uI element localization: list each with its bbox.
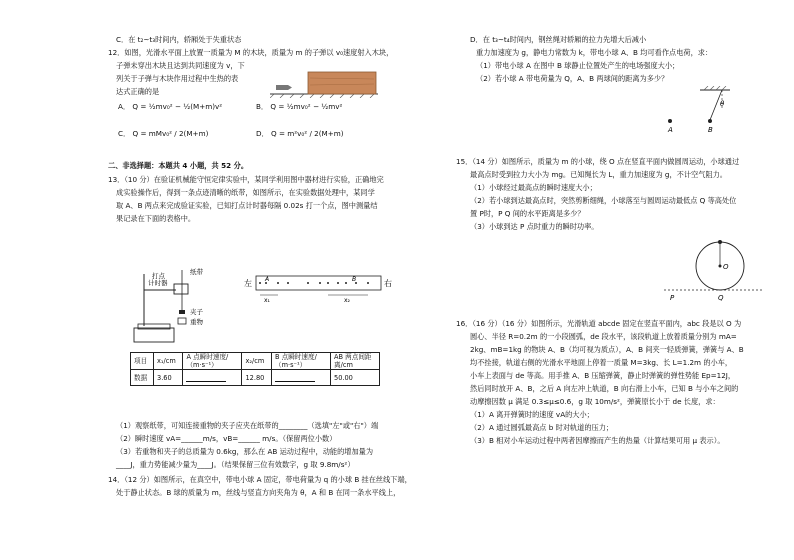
q16-part3: （3）B 相对小车运动过程中两者因摩擦而产生的热量（计算结果可用 μ 表示）。	[470, 436, 725, 445]
q15-part3: （3）小球到达 P 点时重力的瞬时功率。	[470, 222, 599, 231]
x2-label: x₂	[344, 297, 350, 304]
table-header-cell: AB 两点间距离/cm	[331, 353, 380, 370]
q13-part3-line1: （3）若重物和夹子的总质量为 0.6kg，那么在 AB 运动过程中，动能的增加量为	[116, 447, 374, 456]
q12-bullet-block-figure	[270, 68, 380, 98]
answer-blank	[275, 373, 315, 382]
ball	[718, 240, 722, 244]
bullet-shape	[276, 85, 292, 90]
q12-option-a	[118, 101, 222, 112]
q16-stem-line1: 16．（16 分）（16 分）如图所示，光滑轨道 abcde 固定在竖直平面内，abc 段是以 O 为	[456, 319, 742, 328]
tape-label: 纸带	[190, 268, 203, 276]
label-p: P	[670, 294, 675, 302]
table-header-cell: x₁/cm	[154, 353, 183, 370]
q12-stem-line1: 12．如图，光滑水平面上放置一质量为 M 的木块，质量为 m 的子弹以 v₀速度射入木块，	[108, 48, 394, 57]
q12-option-a-label: A．	[118, 102, 131, 111]
q13-stem-line4: 果记录在下面的表格中。	[116, 214, 196, 223]
q12-option-d-formula: Q = m²v₀² / 2(M+m)	[271, 129, 344, 138]
timer-label-1: 打点	[152, 272, 165, 280]
q15-circle-figure	[664, 234, 764, 304]
point-b-label: B	[352, 276, 357, 283]
stand-base	[134, 328, 174, 342]
q15-part2-line2: 置 P时，P Q 间的水平距离是多少？	[470, 209, 585, 218]
table-header-cell: B 点瞬时速度/（m·s⁻¹）	[272, 353, 331, 370]
q13-stem-line3: 取 A、B 两点来完成验证实验，已知打点计时器每隔 0.02s 打一个点，图中测量结	[116, 201, 378, 210]
q16-stem-line5: 小车上表面与 de 等高。用手推 A、B 压缩弹簧，静止时弹簧的弹性势能 Ep=12J，	[470, 371, 736, 380]
ceiling-hatch	[704, 86, 726, 90]
q12-option-d	[256, 128, 344, 139]
paper-tape	[256, 276, 381, 290]
q14-pendulum-figure	[660, 86, 732, 134]
table-header-cell: 项目	[131, 353, 154, 370]
q12-option-a-formula: Q = ½mv₀² − ½(M+m)v²	[132, 102, 223, 111]
label-o: O	[723, 263, 729, 271]
tape-left-label: 左	[244, 279, 252, 288]
table-header-cell: A 点瞬时速度/（m·s⁻¹）	[183, 353, 242, 370]
label-b: B	[708, 126, 713, 134]
timer-label-2: 计时器	[148, 279, 168, 287]
section-title: 二、非选择题：本题共 4 小题，共 52 分。	[108, 161, 249, 170]
q11-option-d: D．在 t₃~t₄时间内，钢丝绳对轿厢的拉力先增大后减小	[470, 35, 647, 44]
label-a: A	[668, 126, 673, 134]
point-a-label: A	[265, 276, 270, 283]
table-cell-blank	[183, 370, 242, 386]
q15-part1: （1）小球经过最高点的瞬时速度大小；	[470, 183, 597, 192]
table-header-row	[131, 353, 380, 370]
q12-option-b	[256, 101, 342, 112]
table-cell: 50.00	[331, 370, 380, 386]
table-cell: 3.60	[154, 370, 183, 386]
q13-stem-line2: 成实验操作后，得到一条点迹清晰的纸带，如图所示，在实验数据处理中，某同学	[116, 188, 375, 197]
table-cell-blank	[272, 370, 331, 386]
q16-stem-line6: 然后同时放开 A、B，之后 A 向左冲上轨道，B 向右滑上小车，已知 B 与小车之间的	[470, 384, 739, 393]
q12-stem-line2: 子弹未穿出木块且达到共同速度为 v，下	[116, 61, 245, 70]
x1-label: x₁	[264, 297, 270, 304]
table-cell: 12.80	[242, 370, 272, 386]
q12-option-c-formula: Q = mMv₀² / 2(M+m)	[132, 129, 209, 138]
q16-stem-line2: 圆心、半径 R=0.2m 的一小段圆弧，de 段水平，该段轨道上放着质量分别为 mA=	[470, 332, 737, 341]
q12-option-d-label: D．	[256, 129, 269, 138]
q12-option-b-label: B．	[256, 102, 269, 111]
q16-stem-line7: 动摩擦因数 μ 满足 0.3≤μ≤0.6，g 取 10m/s²，弹簧原长小于 de 长度，求：	[470, 397, 720, 406]
timer-box	[174, 284, 188, 294]
q14-part1: （1）带电小球 A 在图中 B 球静止位置处产生的电场强度大小；	[476, 61, 680, 70]
q13-stem-line1: 13．（10 分）在验证机械能守恒定律实验中，某同学利用图中器材进行实验，正确地完	[108, 175, 384, 184]
q13-part3-line2: ____J，重力势能减少量为____J。（结果保留三位有效数字，g 取 9.8m/s²）	[116, 460, 355, 469]
q12-stem-line3: 列关于子弹与木块作用过程中生热的表	[116, 74, 239, 83]
q12-option-b-formula: Q = ½mv₀² − ½mv²	[270, 102, 343, 111]
q12-option-c	[118, 128, 208, 139]
q12-option-c-label: C．	[118, 129, 131, 138]
q11-option-c: C．在 t₂~t₃时间内，轿厢处于失重状态	[116, 35, 242, 44]
q15-stem-line1: 15．（14 分）如图所示，质量为 m 的小球，绕 O 点在竖直平面内做圆周运动，小球通过	[456, 157, 740, 166]
theta-label: θ	[720, 100, 725, 108]
q15-part2-line1: （2）若小球到达最高点时，突然剪断细绳，小球落至与圆周运动最低点 Q 等高处位	[470, 196, 737, 205]
clip-label: 夹子	[190, 308, 203, 316]
label-q: Q	[718, 294, 724, 302]
table-header-cell: x₂/cm	[242, 353, 272, 370]
q16-stem-line3: 2kg、mB=1kg 的物块 A、B（均可视为质点），A、B 间夹一轻质弹簧，弹簧与 A、B	[470, 345, 744, 354]
q13-part1: （1）观察纸带，可知连接重物的夹子应夹在纸带的________（选填"左"或"右"）端	[116, 421, 379, 430]
q13-apparatus-figure	[128, 266, 220, 344]
wood-block	[308, 72, 376, 94]
ball-b	[708, 119, 712, 123]
q13-tape-figure	[244, 270, 394, 304]
table-cell: 数据	[131, 370, 154, 386]
q15-stem-line2: 最高点时受到拉力大小为 mg。已知绳长为 L，重力加速度为 g，不计空气阻力。	[470, 170, 727, 179]
q13-data-table	[130, 352, 380, 386]
weight-shape	[178, 318, 186, 324]
q16-stem-line4: 均不拴接，轨道右侧的光滑水平地面上停着一质量 M=3kg、长 L=1.2m 的小车，	[470, 358, 733, 367]
q14-stem-line3: 重力加速度为 g，静电力常数为 k，带电小球 A、B 均可看作点电荷，求：	[476, 48, 713, 57]
table-row	[131, 370, 380, 386]
q12-stem-line4: 达式正确的是	[116, 87, 160, 96]
q16-part2: （2）A 通过圆弧最高点 b 时对轨道的压力；	[470, 423, 614, 432]
q16-part1: （1）A 离开弹簧时的速度 vA的大小；	[470, 410, 594, 419]
weight-label: 重物	[190, 318, 203, 326]
q13-part2: （2）瞬时速度 vA=______m/s，vB=______ m/s。（保留两位小数）	[116, 434, 337, 443]
clip-shape	[179, 310, 185, 314]
ground-hatch	[270, 94, 374, 98]
q14-stem-line1: 14．（12 分）如图所示，在真空中，带电小球 A 固定，带电荷量为 q 的小球 B 挂在丝线下端，	[108, 475, 412, 484]
tape-right-label: 右	[384, 279, 392, 288]
answer-blank	[186, 373, 226, 382]
ball-a	[668, 119, 672, 123]
q14-stem-line2: 处于静止状态。B 球的质量为 m，丝线与竖直方向夹角为 θ，A 和 B 在同一条水平线上，	[116, 488, 401, 497]
q14-part2: （2）若小球 A 带电荷量为 Q，A、B 两球间的距离为多少？	[476, 74, 669, 83]
